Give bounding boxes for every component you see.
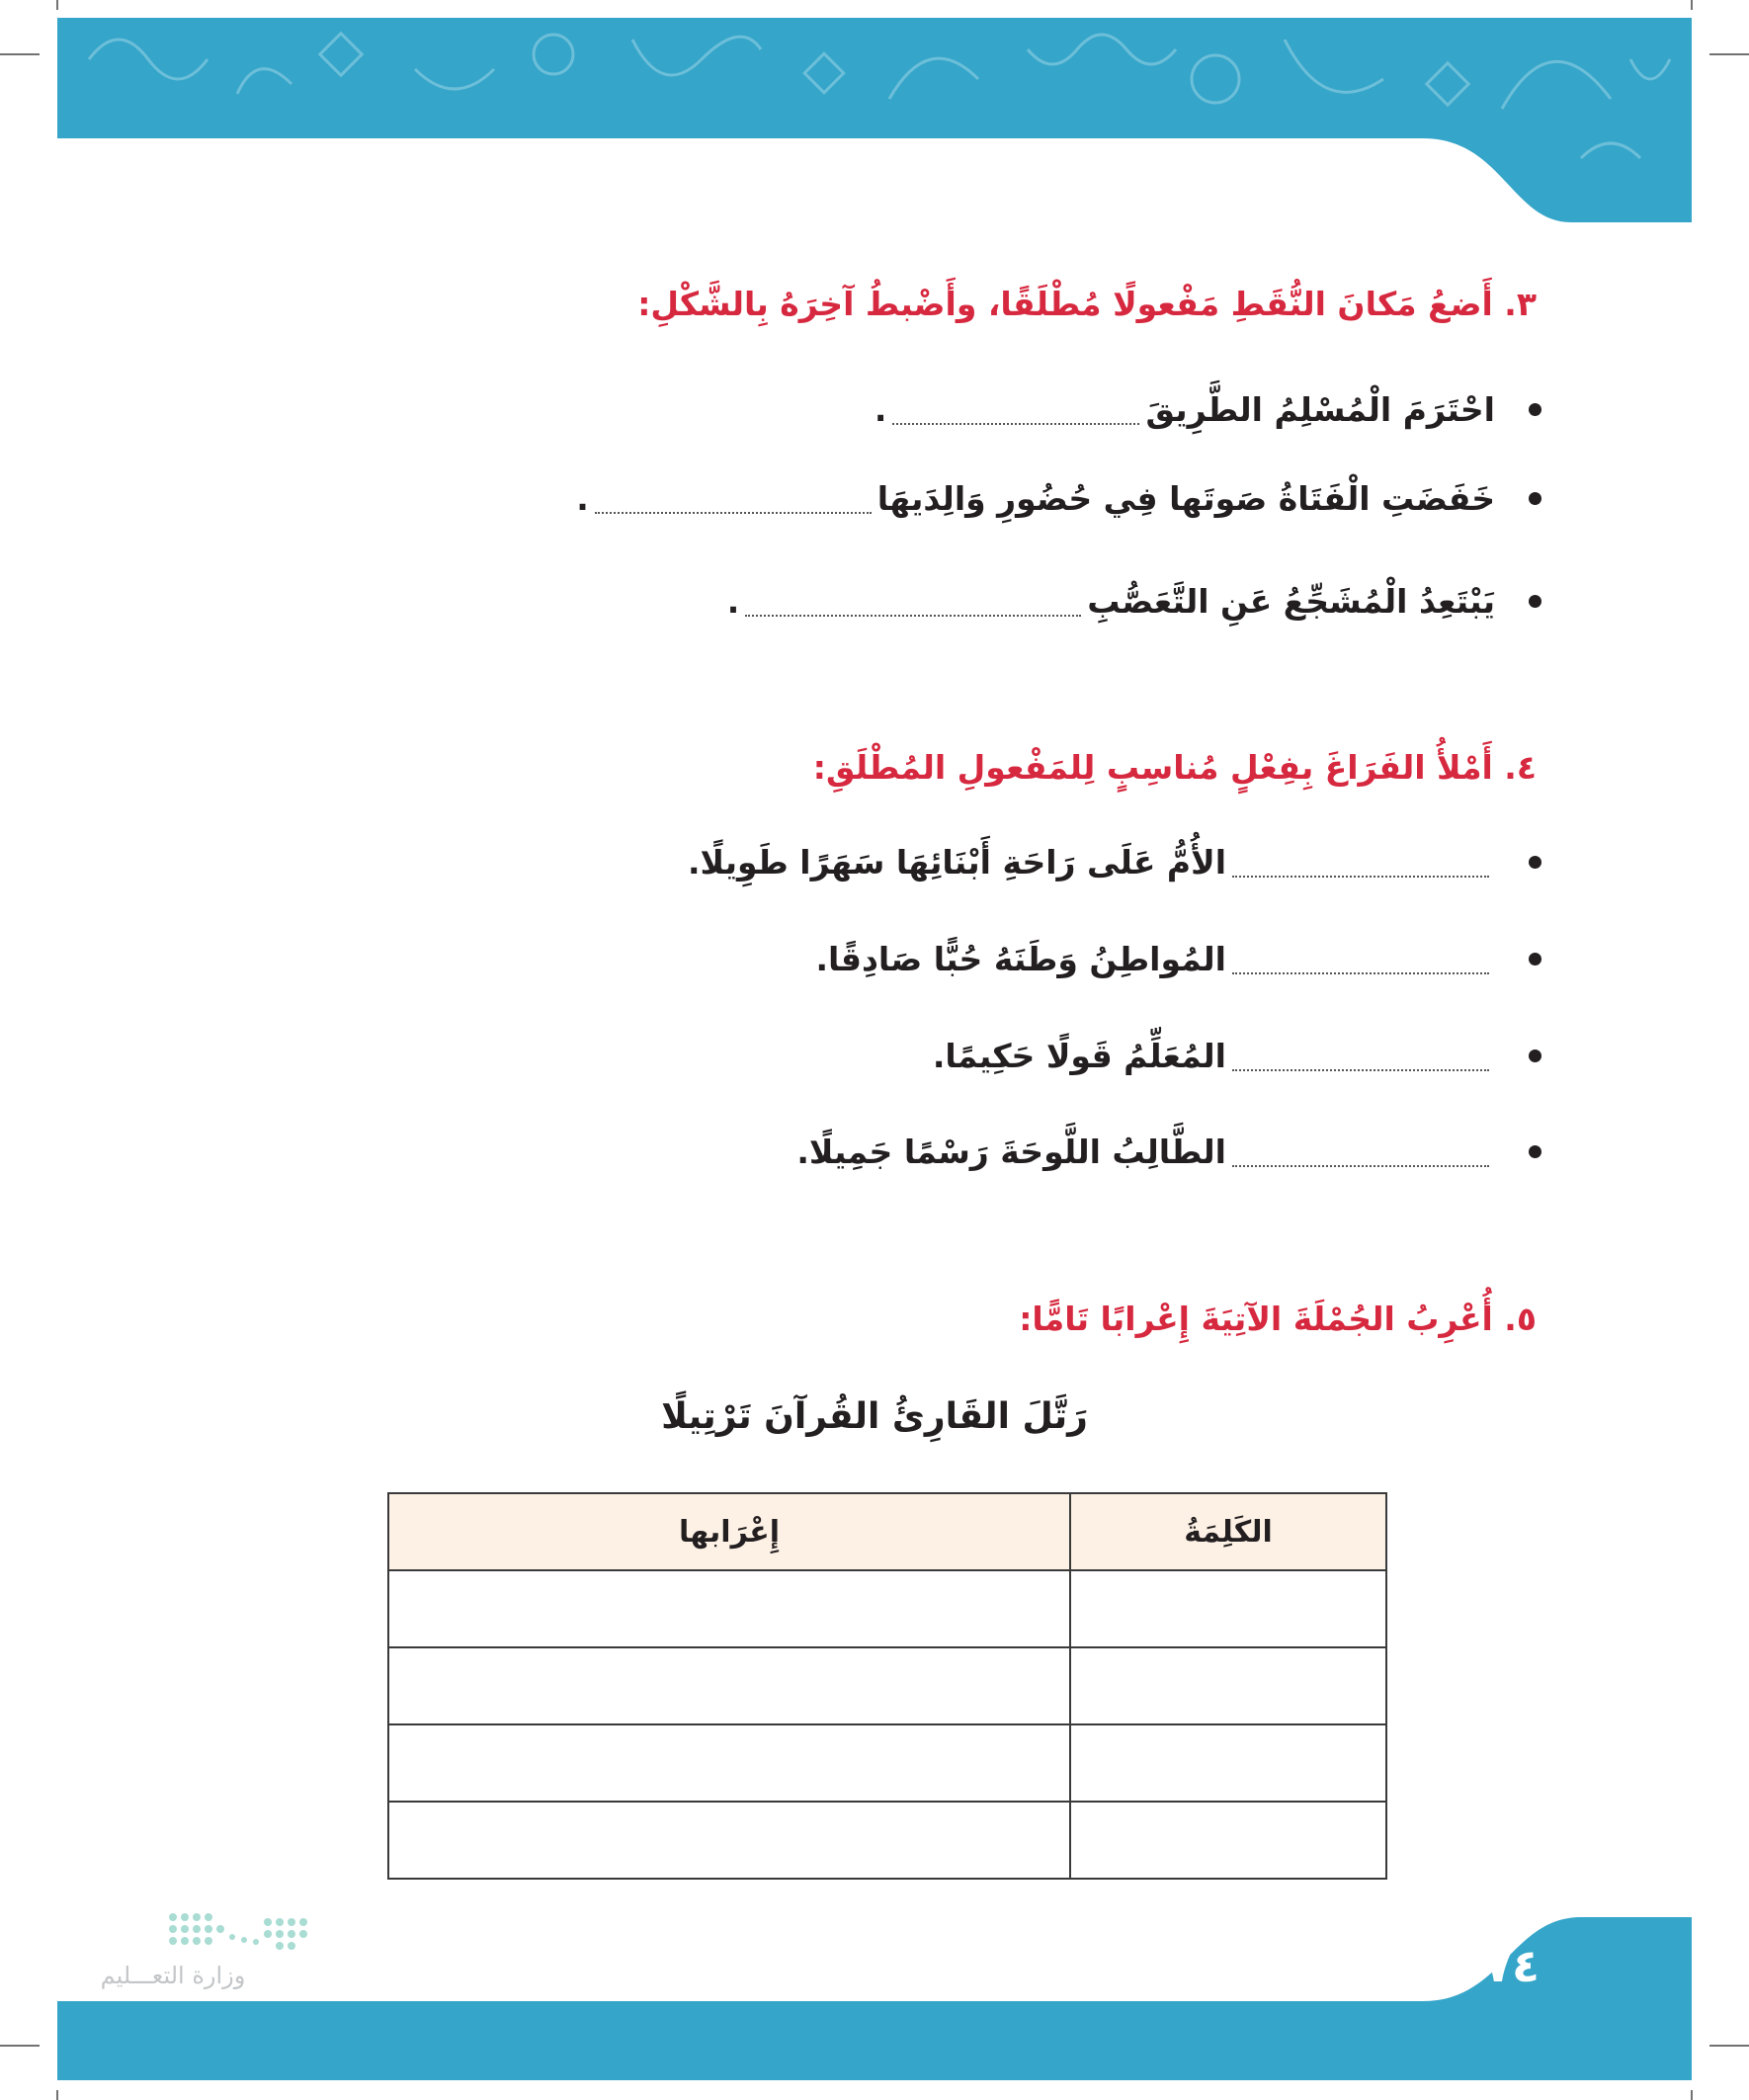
item-text: الأُمُّ عَلَى رَاحَةِ أَبْنَائِهَا سَهَرًا طَوِيلًا.	[688, 842, 1226, 882]
table-header-row	[388, 1493, 1386, 1570]
exercise-4-item-2	[815, 934, 1541, 983]
item-text: يَبْتَعِدُ الْمُشَجِّعُ عَنِ التَّعَصُّبِ	[1087, 581, 1495, 621]
word-cell[interactable]	[1070, 1724, 1386, 1802]
exercise-4-heading: ٤. أَمْلأُ الفَرَاغَ بِفِعْلٍ مُناسِبٍ لِلمَفْعولِ المُطْلَقِ:	[812, 748, 1537, 787]
header-banner	[0, 0, 1749, 222]
bullet-icon	[1529, 595, 1541, 608]
header-parsing: إِعْرَابها	[388, 1493, 1070, 1570]
item-text: المُعَلِّمُ قَولًا حَكِيمًا.	[932, 1036, 1226, 1075]
blank-line[interactable]	[595, 482, 872, 514]
table-row	[388, 1647, 1386, 1724]
header-word: الكَلِمَةُ	[1070, 1493, 1386, 1570]
bullet-icon	[1529, 1050, 1541, 1062]
blank-line[interactable]	[745, 585, 1081, 617]
table-row	[388, 1570, 1386, 1647]
blank-line[interactable]	[1232, 943, 1489, 974]
parsing-cell[interactable]	[388, 1724, 1070, 1802]
bullet-icon	[1529, 492, 1541, 505]
exercise-3-item-3: يَبْتَعِدُ الْمُشَجِّعُ عَنِ التَّعَصُّبِ .	[727, 576, 1541, 626]
parsing-cell[interactable]	[388, 1802, 1070, 1879]
item-text: الطَّالِبُ اللَّوحَةَ رَسْمًا جَمِيلًا.	[796, 1132, 1226, 1171]
exercise-3-item-2: خَفَضَتِ الْفَتَاةُ صَوتَها فِي حُضُورِ وَالِدَيهَا .	[576, 473, 1541, 523]
blank-line[interactable]	[892, 393, 1139, 425]
exercise-3-item-1: احْتَرَمَ الْمُسْلِمُ الطَّرِيقَ .	[874, 384, 1541, 434]
exercise-4-item-3	[933, 1031, 1541, 1080]
blank-line[interactable]	[1232, 1040, 1489, 1071]
exercise-4-item-4	[796, 1127, 1541, 1176]
exercise-3-heading: ٣. أَضعُ مَكانَ النُّقَطِ مَفْعولًا مُطْلَقًا، وأَضْبطُ آخِرَهُ بِالشَّكْلِ:	[637, 285, 1537, 323]
parsing-table	[387, 1492, 1387, 1880]
bullet-icon	[1529, 403, 1541, 416]
exercise-4-item-1	[688, 837, 1541, 886]
bullet-icon	[1529, 953, 1541, 966]
bullet-icon	[1529, 1145, 1541, 1158]
blank-line[interactable]	[1232, 846, 1489, 878]
exercise-5-heading: ٥. أُعْرِبُ الجُمْلَةَ الآتِيَةَ إِعْرابًا تَامًّا:	[1019, 1300, 1537, 1338]
item-text: خَفَضَتِ الْفَتَاةُ صَوتَها فِي حُضُورِ وَالِدَيهَا	[876, 478, 1495, 518]
table-row	[388, 1724, 1386, 1802]
item-text: المُواطِنُ وَطَنَهُ حُبًّا صَادِقًا.	[815, 939, 1226, 978]
parsing-cell[interactable]	[388, 1570, 1070, 1647]
ministry-name: وزارة التعـــليم	[100, 1962, 246, 1989]
bullet-icon	[1529, 856, 1541, 869]
word-cell[interactable]	[1070, 1647, 1386, 1724]
word-cell[interactable]	[1070, 1570, 1386, 1647]
parsing-cell[interactable]	[388, 1647, 1070, 1724]
sentence-to-parse: رَتَّلَ القَارِئُ القُرآنَ تَرْتِيلًا	[661, 1396, 1088, 1437]
blank-line[interactable]	[1232, 1135, 1489, 1167]
table-row	[388, 1802, 1386, 1879]
page-number: ٧٤	[1483, 1939, 1541, 1992]
word-cell[interactable]	[1070, 1802, 1386, 1879]
item-text: احْتَرَمَ الْمُسْلِمُ الطَّرِيقَ	[1145, 389, 1495, 429]
